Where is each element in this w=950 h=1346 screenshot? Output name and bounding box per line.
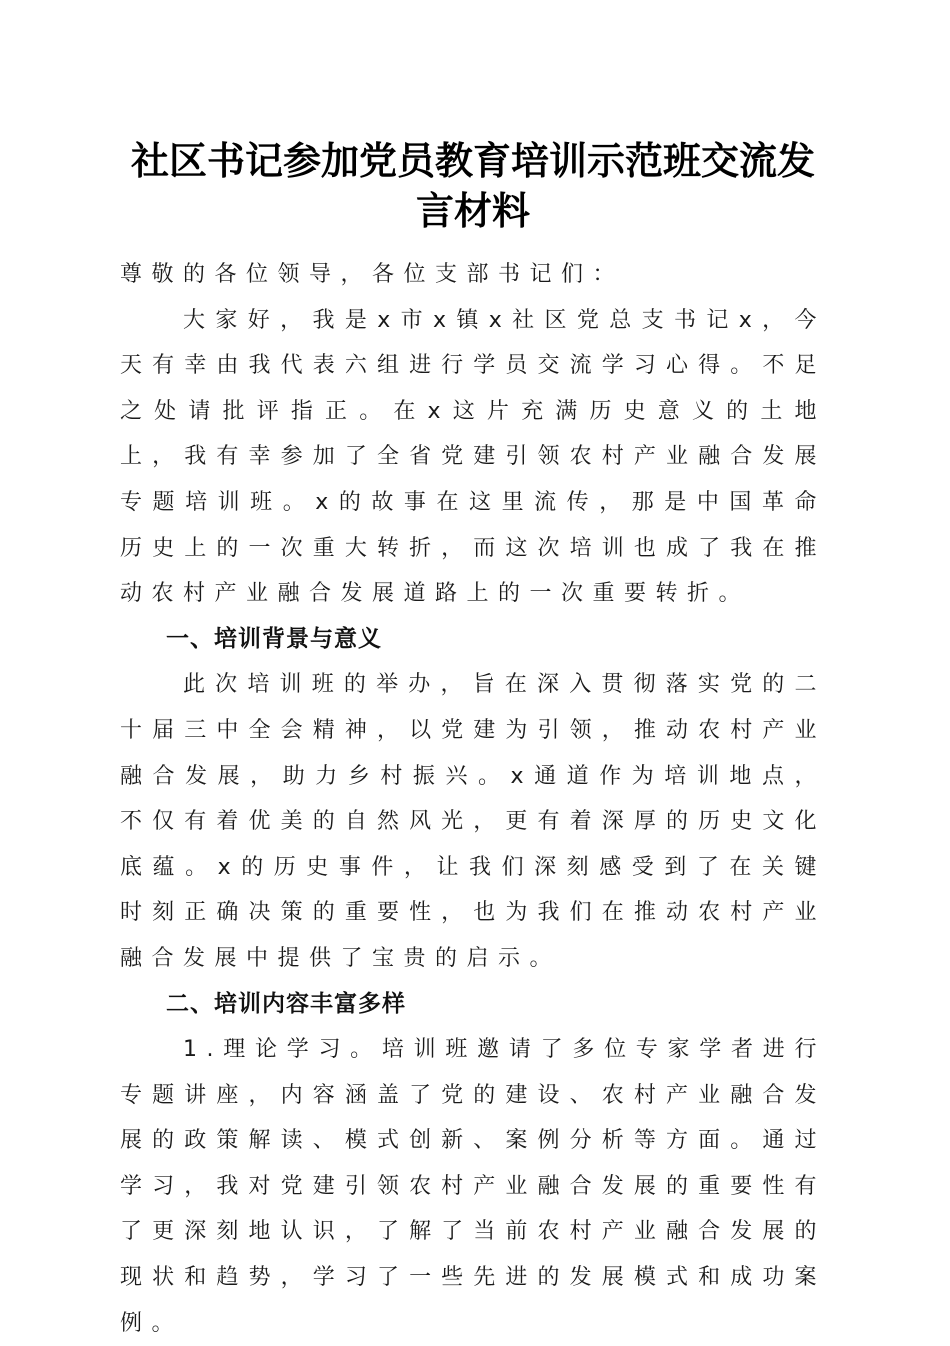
document-title: 社区书记参加党员教育培训示范班交流发言材料: [130, 138, 815, 233]
section-heading-content: 二、培训内容丰富多样: [166, 990, 406, 1017]
salutation: 尊敬的各位领导，各位支部书记们：: [120, 262, 625, 287]
section-heading-background: 一、培训背景与意义: [166, 625, 382, 652]
intro-paragraph: 大家好，我是x市x镇x社区党总支书记x，今天有幸由我代表六组进行学员交流学习心得。不足之处请批评指正。在x这片充满历史意义的土地上，我有幸参加了全省党建引领农村产业融合发展专题培训班。x的故事在这里流传，那是中国革命历史上的一次重大转折，而这次培训也成了我在推动农村产业融合发展道路上的一次重要转折。: [120, 307, 826, 607]
document-body: [120, 252, 826, 1346]
section-content-paragraph: 1.理论学习。培训班邀请了多位专家学者进行专题讲座，内容涵盖了党的建设、农村产业融合发展的政策解读、模式创新、案例分析等方面。通过学习，我对党建引领农村产业融合发展的重要性有了更深刻地认识，了解了当前农村产业融合发展的现状和趋势，学习了一些先进的发展模式和成功案例。: [120, 1037, 826, 1336]
section-background-paragraph: 此次培训班的举办，旨在深入贯彻落实党的二十届三中全会精神，以党建为引领，推动农村产业融合发展，助力乡村振兴。x通道作为培训地点，不仅有着优美的自然风光，更有着深厚的历史文化底蕴。x的历史事件，让我们深刻感受到了在关键时刻正确决策的重要性，也为我们在推动农村产业融合发展中提供了宝贵的启示。: [120, 672, 826, 971]
